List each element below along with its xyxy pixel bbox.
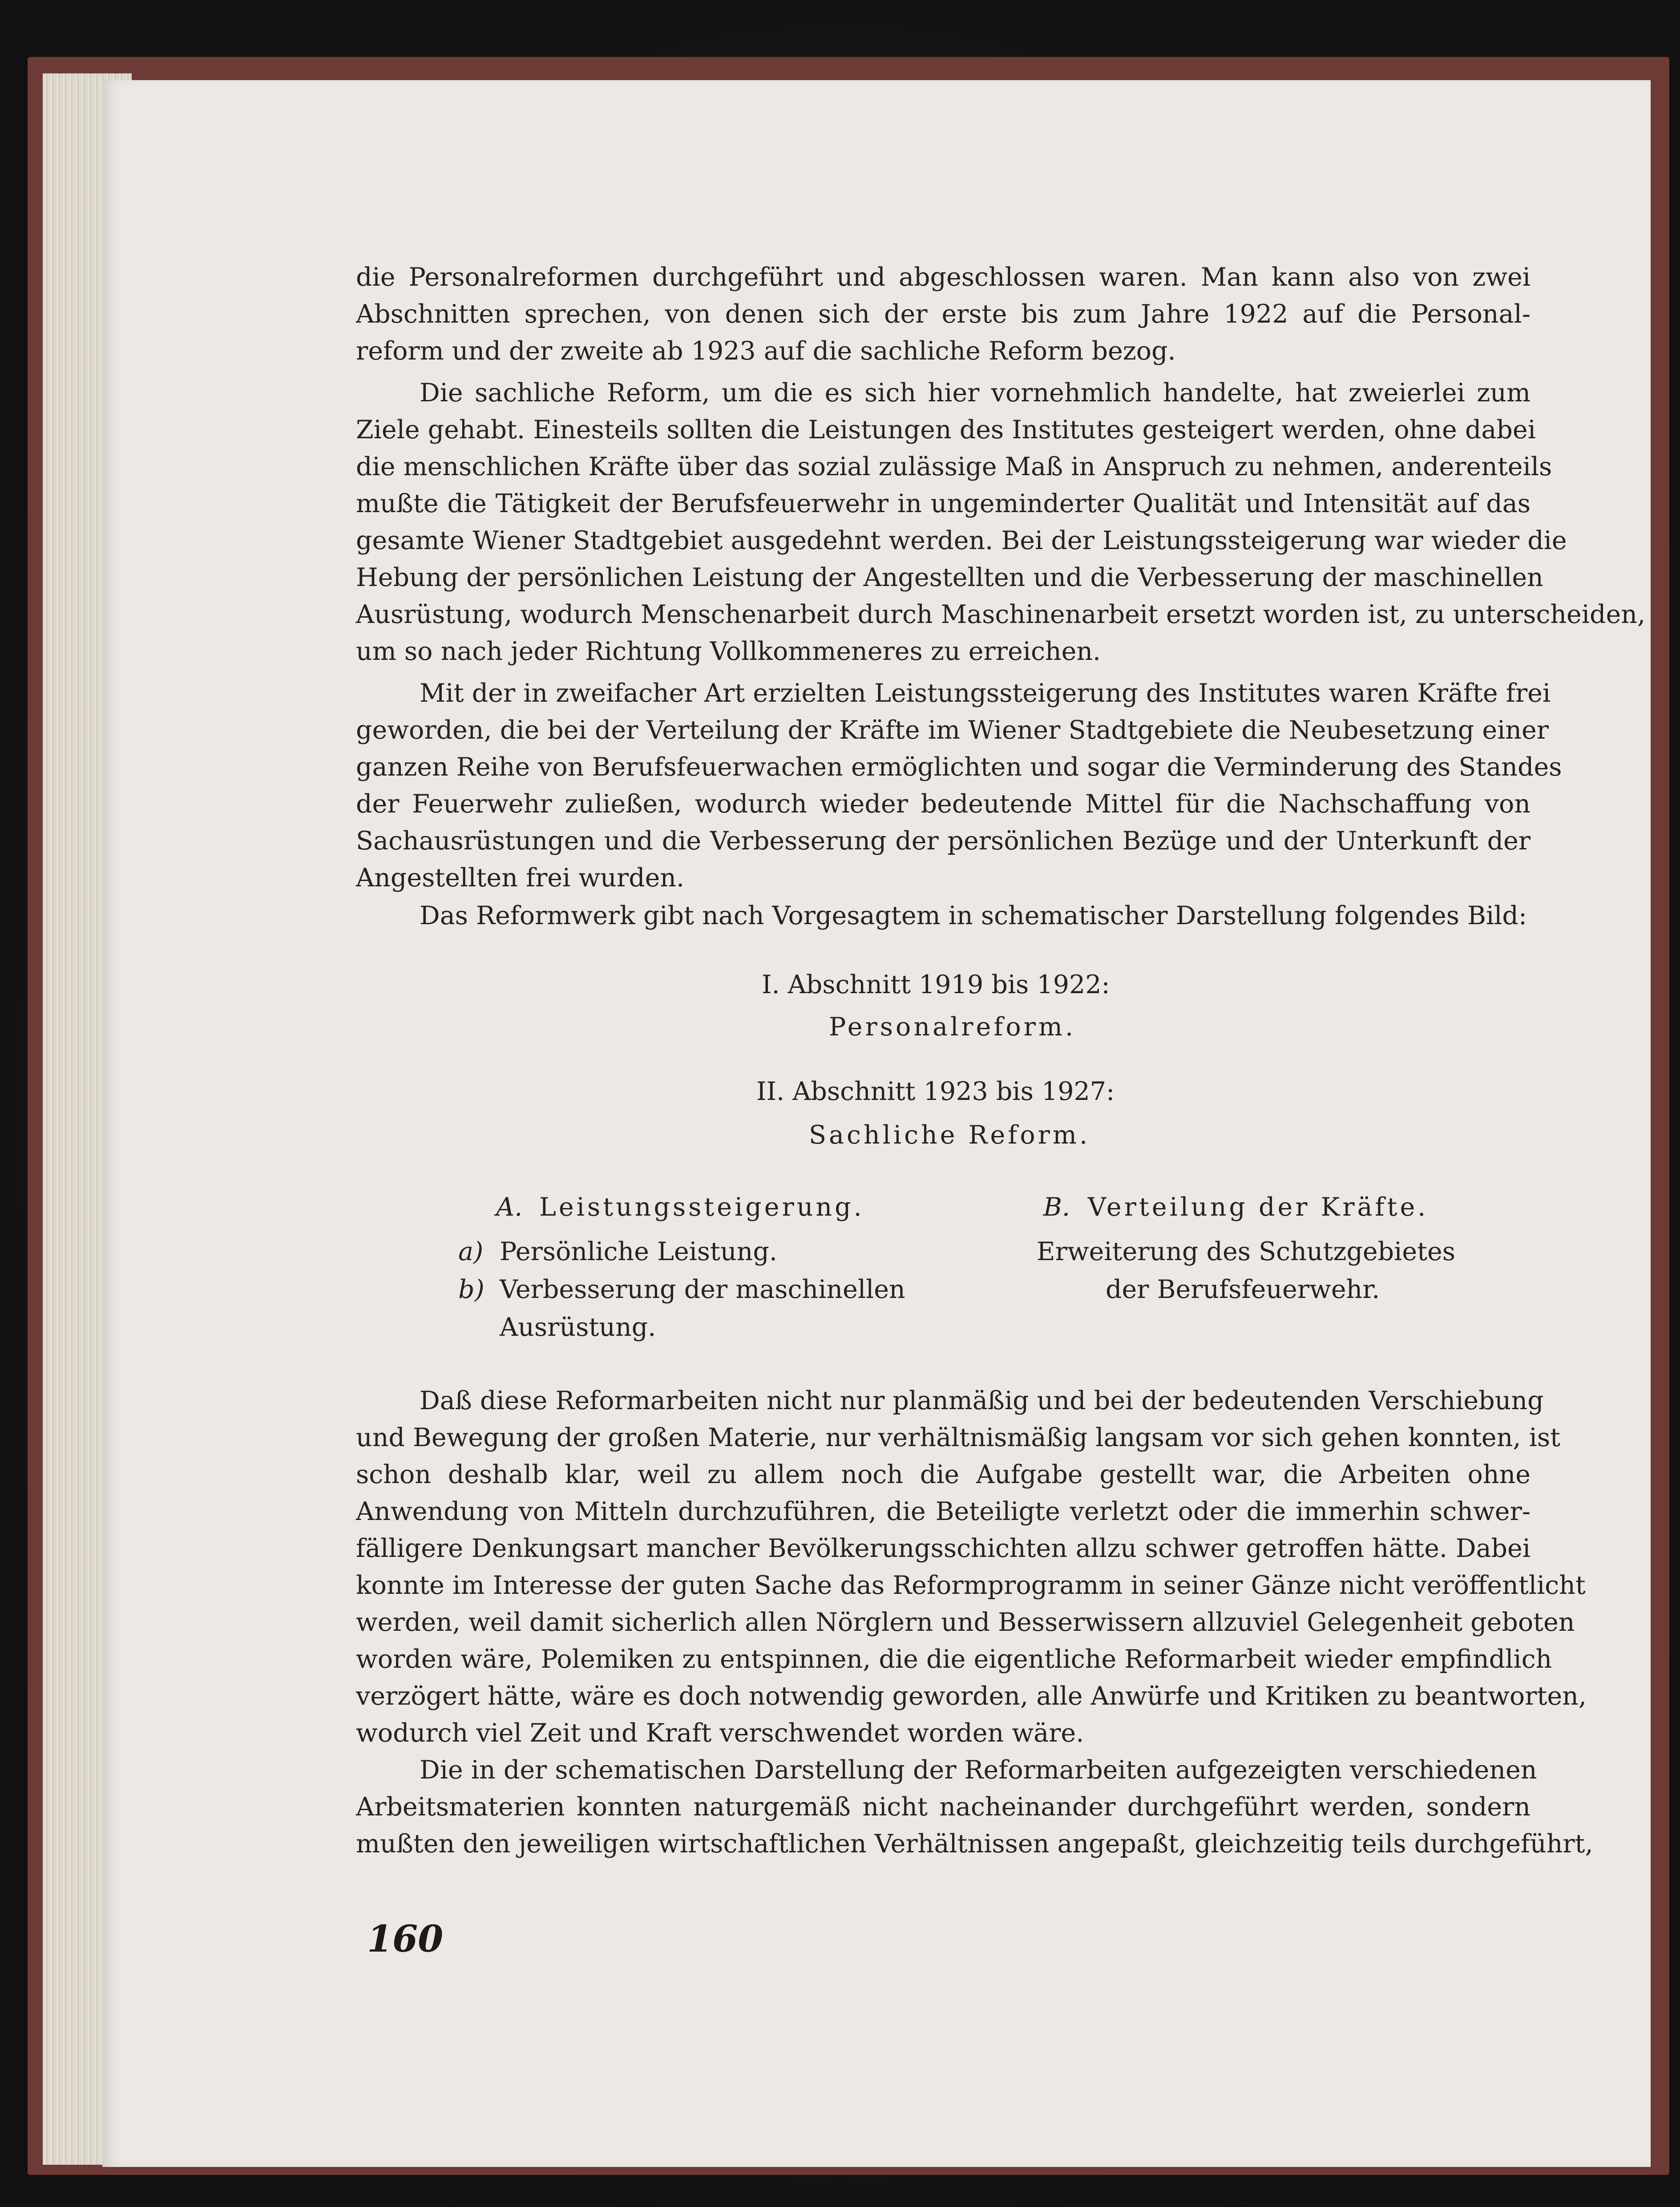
schema-col-b-title: Verteilung der Kräfte. [1088,1192,1429,1222]
text-line: gesamte Wiener Stadtgebiet ausgedehnt werden. Bei der Leistungssteigerung war wieder die [356,526,1567,555]
schema-col-a-item-b-cont: Ausrüstung. [500,1313,656,1342]
page-number: 160 [367,1918,444,1960]
text-line: wodurch viel Zeit und Kraft verschwendet worden wäre. [356,1718,1084,1748]
text-line: ganzen Reihe von Berufsfeuerwachen ermöglichten und sogar die Verminderung des Standes [356,752,1562,782]
text-line: der Feuerwehr zuließen, wodurch wieder bedeutende Mittel für die Nachschaffung von [356,789,1531,819]
text-line: geworden, die bei der Verteilung der Kräfte im Wiener Stadtgebiete die Neubesetzung einer [356,715,1549,745]
text-line: mußte die Tätigkeit der Berufsfeuerwehr in ungeminderter Qualität und Intensität auf das [356,489,1531,518]
text-line: Abschnitten sprechen, von denen sich der erste bis zum Jahre 1922 auf die Personal- [356,299,1531,329]
schema-col-a-item-b: Verbesserung der maschinellen [500,1275,905,1304]
text-line: Mit der in zweifacher Art erzielten Leistungssteigerung des Institutes waren Kräfte frei [420,679,1551,708]
schema-section-1: I. Abschnitt 1919 bis 1922: [762,970,1110,999]
schema-col-a-title: Leistungssteigerung. [539,1192,864,1222]
schema-col-b-letter: B. [1043,1192,1070,1222]
schema-section-2: II. Abschnitt 1923 bis 1927: [756,1077,1115,1106]
schema-col-a-item-a: Persönliche Leistung. [500,1237,777,1266]
text-line: und Bewegung der großen Materie, nur verhältnismäßig langsam vor sich gehen konnten, ist [356,1423,1560,1452]
text-line: Die in der schematischen Darstellung der Reformarbeiten aufgezeigten verschiedenen [420,1755,1537,1785]
schema-col-b-line-2: der Berufsfeuerwehr. [1106,1275,1380,1304]
schema-section-1-title: Personalreform. [829,1012,1076,1042]
text-line: Anwendung von Mitteln durchzuführen, die Beteiligte verletzt oder die immerhin schwer- [356,1497,1531,1526]
text-line: werden, weil damit sicherlich allen Nörglern und Besserwissern allzuviel Gelegenheit geboten [356,1608,1575,1637]
schema-col-a-item-a-letter: a) [458,1237,484,1266]
text-line: die menschlichen Kräfte über das sozial zulässige Maß in Anspruch zu nehmen, anderenteils [356,452,1552,481]
schema-col-b-line-1: Erweiterung des Schutzgebietes [1037,1237,1456,1266]
schema-col-a-letter: A. [496,1192,523,1222]
text-line: schon deshalb klar, weil zu allem noch die Aufgabe gestellt war, die Arbeiten ohne [356,1460,1531,1489]
text-line: die Personalreformen durchgeführt und abgeschlossen waren. Man kann also von zwei [356,263,1531,292]
text-line: fälligere Denkungsart mancher Bevölkerungsschichten allzu schwer getroffen hätte. Dabei [356,1534,1531,1563]
text-line: worden wäre, Polemiken zu entspinnen, die die eigentliche Reformarbeit wieder empfindlich [356,1645,1552,1674]
text-line: verzögert hätte, wäre es doch notwendig geworden, alle Anwürfe und Kritiken zu beantworten, [356,1682,1587,1711]
text-line: reform und der zweite ab 1923 auf die sachliche Reform bezog. [356,336,1176,366]
schema-section-2-title: Sachliche Reform. [809,1120,1090,1150]
text-line: Sachausrüstungen und die Verbesserung der persönlichen Bezüge und der Unterkunft der [356,826,1531,856]
text-line: Ziele gehabt. Einesteils sollten die Leistungen des Institutes gesteigert werden, ohne dabei [356,415,1536,445]
text-line: um so nach jeder Richtung Vollkommeneres zu erreichen. [356,637,1101,666]
text-line: mußten den jeweiligen wirtschaftlichen Verhältnissen angepaßt, gleichzeitig teils durchgeführt, [356,1829,1593,1859]
text-line: Arbeitsmaterien konnten naturgemäß nicht nacheinander durchgeführt werden, sondern [356,1792,1531,1822]
text-line: Das Reformwerk gibt nach Vorgesagtem in schematischer Darstellung folgendes Bild: [420,901,1527,930]
text-line: Ausrüstung, wodurch Menschenarbeit durch Maschinenarbeit ersetzt worden ist, zu unterscheiden, [356,600,1646,629]
text-line: Die sachliche Reform, um die es sich hier vornehmlich handelte, hat zweierlei zum [420,378,1531,408]
text-line: Daß diese Reformarbeiten nicht nur planmäßig und bei der bedeutenden Verschiebung [420,1386,1544,1415]
text-line: Angestellten frei wurden. [356,863,685,893]
schema-col-a-item-b-letter: b) [458,1275,485,1304]
text-line: konnte im Interesse der guten Sache das Reformprogramm in seiner Gänze nicht veröffentlicht [356,1571,1586,1600]
text-line: Hebung der persönlichen Leistung der Angestellten und die Verbesserung der maschinellen [356,563,1543,592]
